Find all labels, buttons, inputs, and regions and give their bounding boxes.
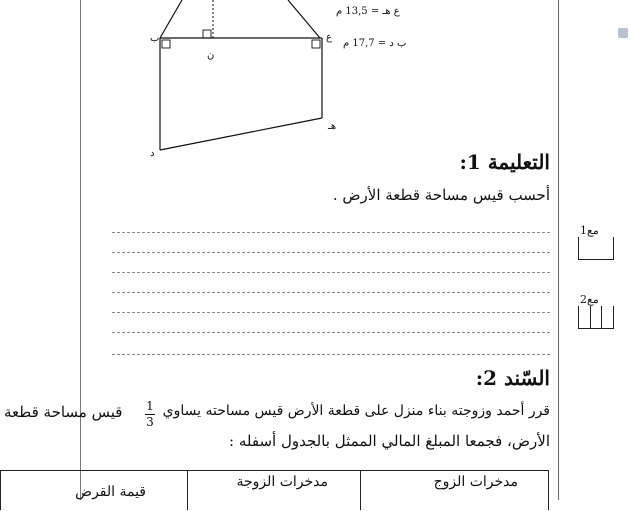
table-header-wife: مدخرات الزوجة	[236, 474, 328, 490]
answer-line-3	[112, 272, 550, 273]
document2-line1: قرر أحمد وزوجته بناء منزل على قطعة الأرض قيس مساحته يساوي	[162, 403, 550, 419]
criterion2-label: مع2	[580, 293, 599, 306]
table-column-divider	[0, 470, 1, 510]
table-header-husband: مدخرات الزوج	[433, 474, 518, 490]
answer-line-6	[112, 332, 550, 333]
page-right-border	[558, 0, 559, 500]
point-label-c: د	[150, 148, 155, 159]
box-divider	[590, 306, 591, 328]
table-column-divider	[360, 470, 361, 510]
point-label-n: ن	[207, 50, 215, 61]
table-column-divider	[187, 470, 188, 510]
measurement-bottom: ب د = 17,7 م	[343, 38, 407, 49]
answer-line-4	[112, 292, 550, 293]
fraction-numerator: 1	[146, 399, 154, 413]
criterion2-box	[578, 306, 614, 329]
box-divider	[601, 306, 602, 328]
document2-title: السّند 2:	[475, 366, 550, 390]
criterion1-label: مع1	[580, 224, 599, 237]
criterion1-box	[578, 237, 614, 260]
page-left-border	[80, 0, 81, 500]
instruction1-body: أحسب قيس مساحة قطعة الأرض .	[332, 186, 550, 204]
table-header-loan: قيمة القرض	[75, 484, 146, 500]
answer-line-2	[112, 252, 550, 253]
point-label-b: ب	[150, 33, 160, 44]
answer-line-1	[112, 232, 550, 233]
fraction-denominator: 3	[146, 415, 154, 429]
point-label-e: هـ	[328, 121, 337, 132]
document2-line2: الأرض، فجمعا المبلغ المالي الممثل بالجدول أسفله :	[229, 432, 550, 450]
point-label-d: ع	[326, 32, 332, 43]
answer-line-5	[112, 312, 550, 313]
land-plot-figure	[140, 0, 350, 160]
scan-mark	[618, 28, 628, 38]
answer-line-7	[112, 354, 550, 355]
document2-line1-end: قيس مساحة قطعة	[4, 403, 123, 421]
table-column-divider	[548, 470, 549, 510]
instruction1-title: التعليمة 1:	[459, 150, 550, 174]
measurement-top: ع هـ = 13,5 م	[336, 6, 400, 17]
